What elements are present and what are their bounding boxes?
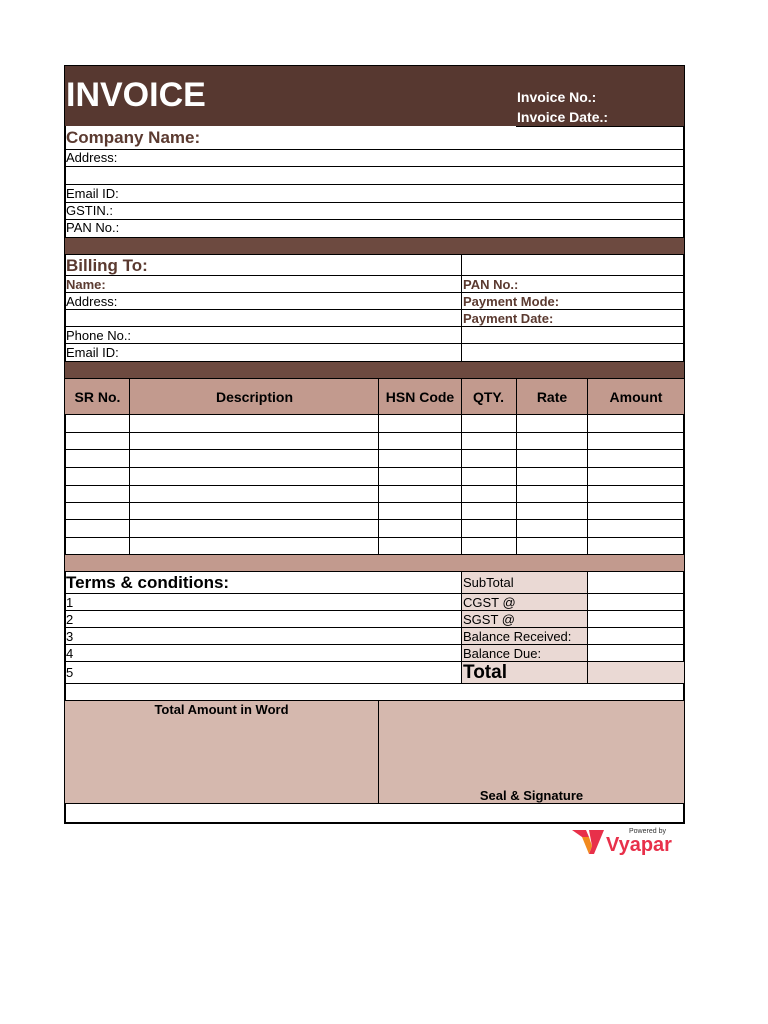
terms-heading: Terms & conditions: [66, 573, 230, 592]
items-footer-band [65, 554, 684, 572]
billing-payment-date-label: Payment Date: [463, 311, 554, 326]
subtotal-label: SubTotal [463, 575, 514, 590]
section-divider-band [65, 237, 684, 255]
cgst-label: CGST @ [463, 595, 516, 610]
sgst-label: SGST @ [463, 612, 515, 627]
amount-in-words-label: Total Amount in Word [154, 702, 289, 717]
company-address-label: Address: [66, 150, 118, 165]
billing-heading: Billing To: [66, 256, 148, 275]
col-header-hsn-code: HSN Code [385, 389, 455, 405]
billing-address-label: Address: [66, 294, 118, 309]
company-email-label: Email ID: [66, 186, 119, 201]
company-pan-label: PAN No.: [66, 220, 120, 235]
terms-item-5: 5 [66, 665, 74, 680]
terms-item-1: 1 [66, 595, 74, 610]
balance-received-label: Balance Received: [463, 629, 572, 644]
terms-item-3: 3 [66, 629, 74, 644]
billing-email-label: Email ID: [66, 345, 119, 360]
col-header-sr-no: SR No. [74, 389, 121, 405]
total-label: Total [463, 662, 507, 683]
col-header-description: Description [215, 389, 293, 405]
col-header-qty: QTY. [472, 389, 505, 405]
billing-pan-label: PAN No.: [463, 277, 519, 292]
col-header-rate: Rate [536, 389, 568, 405]
section-divider-band [65, 361, 684, 379]
vyapar-mark-icon [572, 828, 606, 856]
invoice-no-label: Invoice No.: [517, 89, 597, 105]
company-gstin-label: GSTIN.: [66, 203, 113, 218]
col-header-amount: Amount [609, 389, 663, 405]
vyapar-logo [572, 828, 678, 858]
powered-by-text: Powered by [629, 828, 666, 835]
invoice-title: INVOICE [66, 76, 206, 114]
invoice-date-label: Invoice Date.: [517, 109, 609, 125]
billing-phone-label: Phone No.: [66, 328, 132, 343]
vyapar-brand-name: Vyapar [606, 834, 672, 856]
billing-name-label: Name: [66, 277, 106, 292]
company-name-label: Company Name: [66, 128, 201, 147]
seal-signature-label: Seal & Signature [479, 788, 584, 803]
billing-payment-mode-label: Payment Mode: [463, 294, 560, 309]
balance-due-label: Balance Due: [463, 646, 542, 661]
terms-item-4: 4 [66, 646, 74, 661]
terms-item-2: 2 [66, 612, 74, 627]
